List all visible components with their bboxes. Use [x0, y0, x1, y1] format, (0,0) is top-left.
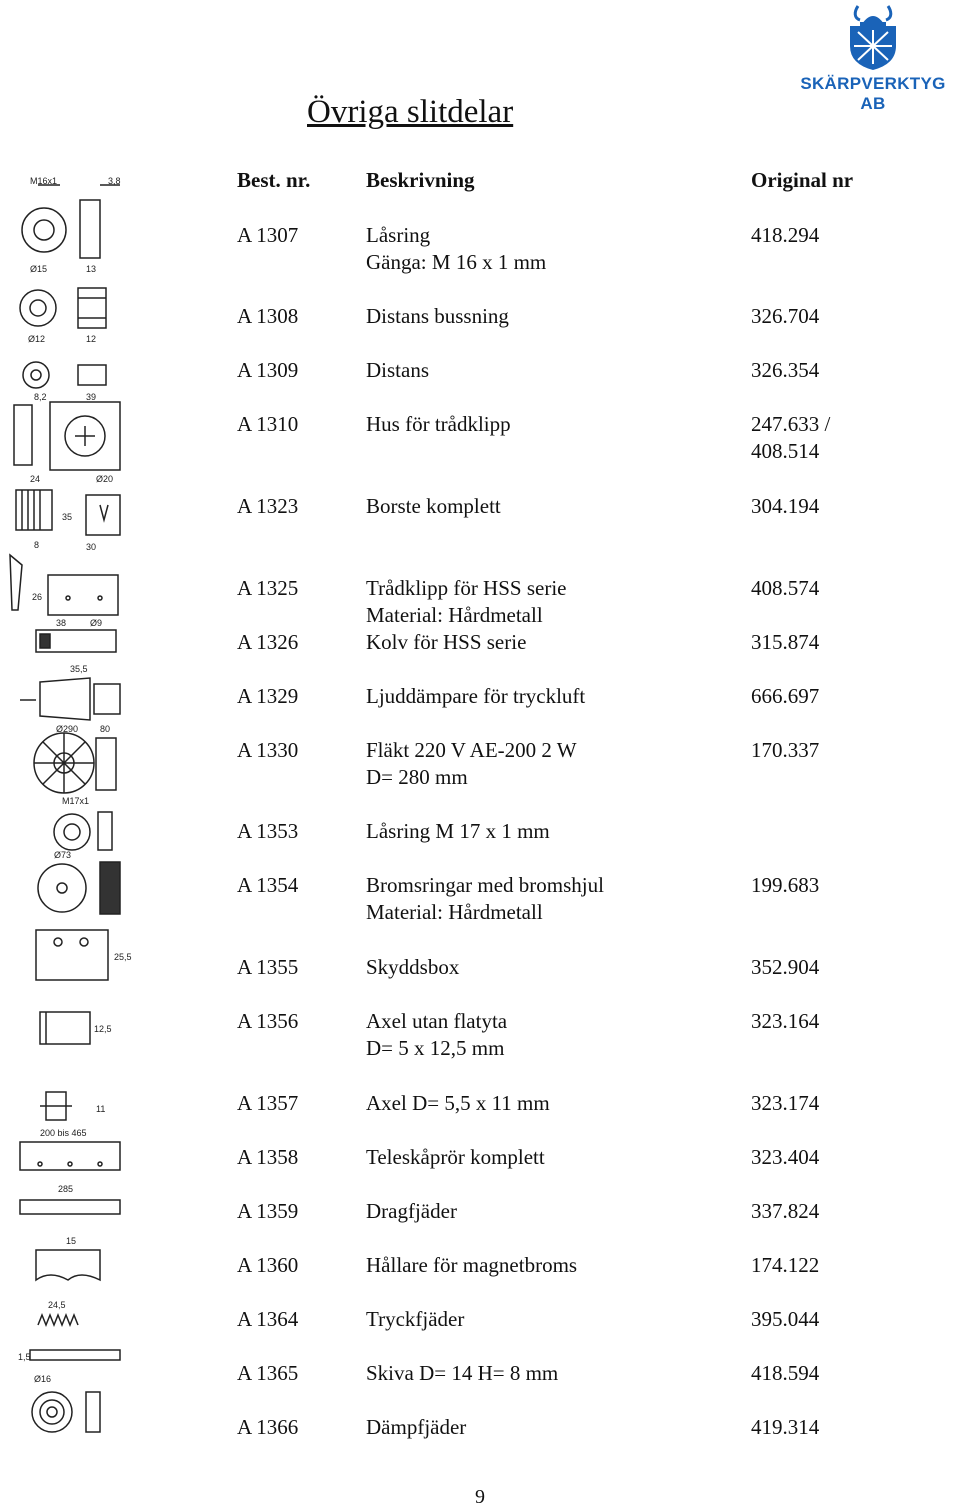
drawing-lock-ring	[22, 176, 121, 274]
original-number-line: 337.824	[751, 1199, 820, 1223]
drawing-tension-spring	[20, 1184, 120, 1214]
viking-helmet-shield-icon	[844, 2, 902, 72]
original-number	[751, 1360, 819, 1387]
original-number-line: 326.704	[751, 304, 820, 328]
original-number	[751, 954, 819, 981]
description-line: Material: Hårdmetall	[366, 900, 543, 924]
original-number-line: 419.314	[751, 1415, 820, 1439]
part-description	[366, 575, 566, 629]
description-line: D= 5 x 12,5 mm	[366, 1036, 505, 1060]
original-number	[751, 629, 819, 656]
drawing-label: 24,5	[48, 1300, 66, 1310]
drawing-label: 200 bis 465	[40, 1128, 87, 1138]
drawing-label: 24	[30, 474, 41, 484]
original-number	[751, 872, 819, 899]
part-description	[366, 629, 526, 656]
description-line: Axel D= 5,5 x 11 mm	[366, 1091, 550, 1115]
drawing-compression-spring	[38, 1300, 78, 1325]
part-description	[366, 1144, 545, 1171]
original-number	[751, 1414, 819, 1441]
part-code: A 1358	[237, 1145, 299, 1169]
original-number-line: 408.514	[751, 439, 820, 463]
part-description	[366, 222, 546, 276]
drawing-label: 13	[86, 264, 97, 274]
technical-drawings	[0, 160, 140, 1460]
drawing-brake-rings	[38, 850, 120, 914]
description-line: Distans bussning	[366, 304, 509, 328]
part-code: A 1357	[237, 1091, 299, 1115]
description-line: Teleskåprör komplett	[366, 1145, 545, 1169]
part-code: A 1366	[237, 1415, 299, 1439]
original-number	[751, 222, 819, 249]
description-line: Skyddsbox	[366, 955, 460, 979]
drawing-label: 35	[62, 512, 73, 522]
header-code: Best. nr.	[237, 168, 311, 192]
description-line: Ljuddämpare för tryckluft	[366, 684, 586, 708]
part-description	[366, 493, 501, 520]
part-description	[366, 737, 577, 791]
description-line: Bromsringar med bromshjul	[366, 873, 604, 897]
part-description	[366, 303, 509, 330]
original-number-line: 666.697	[751, 684, 820, 708]
drawing-label: 8	[34, 540, 40, 550]
description-line: Borste komplett	[366, 494, 501, 518]
original-number-line: 170.337	[751, 738, 820, 762]
original-number	[751, 1090, 819, 1117]
drawing-label: 39	[86, 392, 97, 402]
drawing-axle	[40, 1012, 112, 1044]
part-description	[366, 1252, 577, 1279]
original-number-line: 174.122	[751, 1253, 820, 1277]
description-line: Kolv för HSS serie	[366, 630, 527, 654]
drawing-label: M16x1	[30, 176, 58, 186]
original-number	[751, 737, 819, 764]
drawing-label: 30	[86, 542, 97, 552]
description-line: Tryckfjäder	[366, 1307, 465, 1331]
drawing-label: 11	[96, 1104, 106, 1114]
drawing-label: 15	[66, 1236, 77, 1246]
header-description: Beskrivning	[366, 168, 475, 192]
drawing-telescopic-tube	[20, 1128, 120, 1170]
original-number-line: 408.574	[751, 576, 820, 600]
drawing-label: 3,8	[108, 176, 121, 186]
description-line: Dragfjäder	[366, 1199, 457, 1223]
drawing-label: 12	[86, 334, 97, 344]
part-description	[366, 683, 585, 710]
description-line: Fläkt 220 V AE-200 2 W	[366, 738, 577, 762]
original-number-line: 247.633 /	[751, 412, 831, 436]
part-code: A 1309	[237, 358, 299, 382]
original-number-line: 304.194	[751, 494, 820, 518]
original-number-line: 352.904	[751, 955, 820, 979]
part-description	[366, 1414, 466, 1441]
description-line: Trådklipp för HSS serie	[366, 576, 567, 600]
part-code: A 1359	[237, 1199, 299, 1223]
part-code: A 1307	[237, 223, 299, 247]
drawing-fan	[34, 724, 116, 793]
drawing-disc	[18, 1350, 120, 1384]
part-description	[366, 357, 429, 384]
description-line: Hus för trådklipp	[366, 412, 511, 436]
drawing-piston	[36, 630, 116, 674]
original-number-line: 326.354	[751, 358, 820, 382]
drawing-label: Ø20	[96, 474, 114, 484]
drawing-label: 1,5	[18, 1352, 31, 1362]
part-code: A 1355	[237, 955, 299, 979]
original-number	[751, 683, 819, 710]
part-code: A 1360	[237, 1253, 299, 1277]
original-number-line: 418.594	[751, 1361, 820, 1385]
drawing-label: M17x1	[62, 796, 90, 806]
original-number	[751, 493, 819, 520]
brand-name: SKÄRPVERKTYG AB	[800, 74, 946, 113]
drawing-label: Ø16	[34, 1374, 52, 1384]
original-number	[751, 1144, 819, 1171]
company-logo	[786, 0, 960, 113]
original-number	[751, 303, 819, 330]
part-code: A 1310	[237, 412, 299, 436]
description-line: Distans	[366, 358, 429, 382]
drawing-label: 38	[56, 618, 67, 628]
original-number-line: 323.404	[751, 1145, 820, 1169]
description-line: Skiva D= 14 H= 8 mm	[366, 1361, 559, 1385]
drawing-label: 35,5	[70, 664, 88, 674]
drawing-label: 80	[100, 724, 111, 734]
description-line: Material: Hårdmetall	[366, 603, 543, 627]
original-number-line: 315.874	[751, 630, 820, 654]
part-code: A 1308	[237, 304, 299, 328]
part-code: A 1364	[237, 1307, 299, 1331]
description-line: D= 280 mm	[366, 765, 468, 789]
drawing-label: Ø73	[54, 850, 72, 860]
drawing-protective-box	[36, 930, 132, 980]
drawing-label: 285	[58, 1184, 74, 1194]
original-number	[751, 575, 819, 602]
original-number-line: 199.683	[751, 873, 820, 897]
part-code: A 1330	[237, 738, 299, 762]
part-code: A 1323	[237, 494, 299, 518]
drawing-lock-ring-m17	[54, 796, 112, 850]
drawing-label: 26	[32, 592, 43, 602]
original-number	[751, 357, 819, 384]
drawing-label: 12,5	[94, 1024, 112, 1034]
part-code: A 1325	[237, 576, 299, 600]
original-number	[751, 1198, 819, 1225]
part-code: A 1365	[237, 1361, 299, 1385]
part-description	[366, 1306, 464, 1333]
drawing-bushing	[20, 288, 106, 344]
part-description	[366, 1360, 558, 1387]
part-code: A 1326	[237, 630, 299, 654]
page-title: Övriga slitdelar	[307, 94, 514, 130]
part-description	[366, 1090, 550, 1117]
drawing-label: 25,5	[114, 952, 132, 962]
part-description	[366, 1008, 507, 1062]
original-number	[751, 1008, 819, 1035]
description-line: Gänga: M 16 x 1 mm	[366, 250, 547, 274]
original-number-line: 323.164	[751, 1009, 820, 1033]
drawing-axle-small	[40, 1092, 105, 1120]
drawing-holder	[36, 1236, 100, 1280]
part-code: A 1356	[237, 1009, 299, 1033]
original-number-line: 323.174	[751, 1091, 820, 1115]
header-original: Original nr	[751, 168, 854, 192]
part-description	[366, 1198, 457, 1225]
drawing-housing	[14, 402, 120, 470]
drawing-silencer	[20, 678, 120, 720]
description-line: Axel utan flatyta	[366, 1009, 508, 1033]
original-number-line: 418.294	[751, 223, 820, 247]
original-number	[751, 1252, 819, 1279]
original-number	[751, 411, 830, 465]
drawing-spacer	[23, 362, 106, 402]
part-description	[366, 818, 550, 845]
part-description	[366, 411, 511, 438]
drawing-label: Ø290	[56, 724, 79, 734]
part-description	[366, 954, 459, 981]
drawing-label: Ø12	[28, 334, 46, 344]
part-code: A 1353	[237, 819, 299, 843]
drawing-label: Ø9	[90, 618, 103, 628]
drawing-label: 8,2	[34, 392, 47, 402]
drawing-label: Ø15	[30, 264, 48, 274]
drawing-wire-clip	[10, 555, 118, 628]
part-code: A 1354	[237, 873, 299, 897]
drawing-brush	[16, 474, 120, 552]
part-description	[366, 872, 604, 926]
description-line: Dämpfjäder	[366, 1415, 467, 1439]
drawing-damper-spring	[32, 1392, 100, 1432]
description-line: Låsring M 17 x 1 mm	[366, 819, 550, 843]
original-number	[751, 1306, 819, 1333]
part-code: A 1329	[237, 684, 299, 708]
description-line: Låsring	[366, 223, 431, 247]
description-line: Hållare för magnetbroms	[366, 1253, 578, 1277]
original-number-line: 395.044	[751, 1307, 820, 1331]
page-number: 9	[475, 1486, 485, 1508]
